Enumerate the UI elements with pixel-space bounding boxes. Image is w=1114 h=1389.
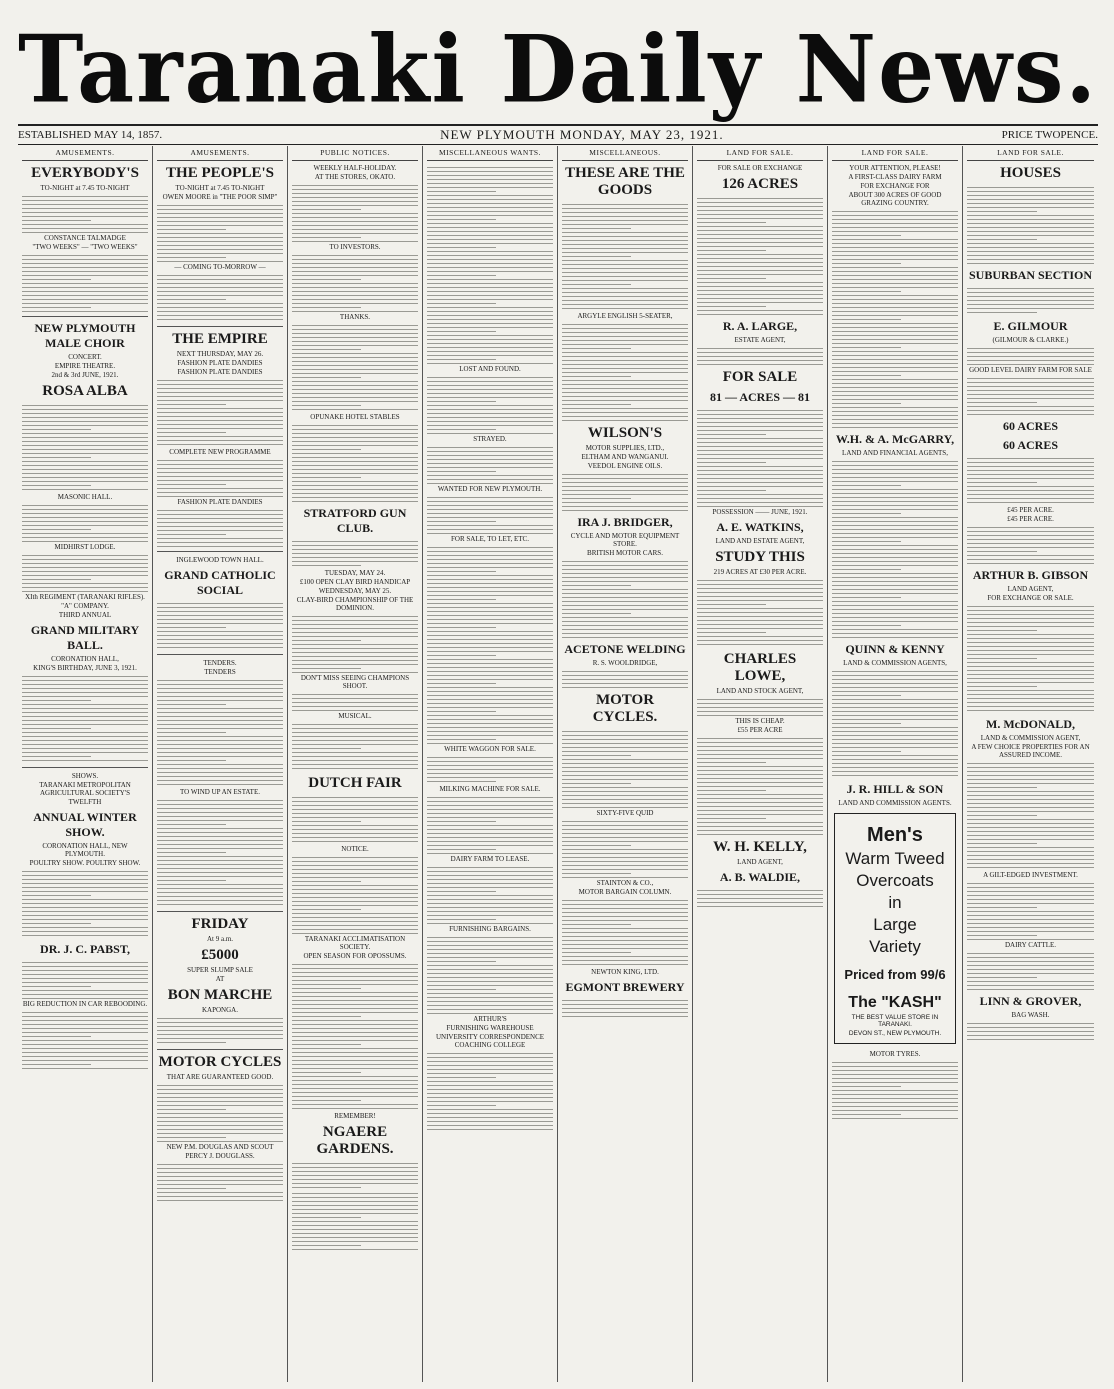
body-text (967, 345, 1094, 365)
advert-subheading: £45 PER ACRE. (1007, 506, 1054, 514)
column-rule (157, 326, 283, 327)
body-text (562, 897, 688, 967)
column-7 (828, 146, 963, 1382)
body-text (832, 208, 958, 428)
advert-subheading: OPEN SEASON FOR OPOSSUMS. (303, 952, 407, 960)
advert-heading: 81 — ACRES — 81 (709, 390, 810, 404)
body-text (427, 544, 553, 744)
advert-subheading: COMPLETE NEW PROGRAMME (169, 448, 271, 456)
body-text (427, 374, 553, 434)
body-text (427, 864, 553, 924)
column-6 (693, 146, 828, 1382)
column-4 (423, 146, 558, 1382)
column-rule (157, 1049, 283, 1050)
body-text (157, 272, 283, 322)
advert-subheading: £55 PER ACRE (737, 726, 783, 734)
advert-subheading: UNIVERSITY CORRESPONDENCE COACHING COLLEGE (435, 1033, 545, 1049)
advert-heading: THE EMPIRE (172, 331, 268, 347)
advert-subheading: MOTOR SUPPLIES, LTD., (585, 444, 665, 452)
columns (18, 146, 1098, 1382)
advert-subheading: FURNISHING BARGAINS. (449, 925, 531, 933)
body-text (967, 950, 1094, 990)
advert-subheading: INGLEWOOD TOWN HALL. (176, 556, 264, 564)
advert-subheading: KING'S BIRTHDAY, JUNE 3, 1921. (33, 664, 137, 672)
advert-subheading: KAPONGA. (202, 1006, 238, 1014)
advert-subheading: AT THE STORES, OKATO. (314, 173, 396, 181)
body-text (562, 997, 688, 1017)
advert-subheading: TO-NIGHT at 7.45 TO-NIGHT (40, 184, 130, 192)
advert-subheading: THANKS. (339, 313, 371, 321)
body-text (22, 252, 148, 312)
advert-subheading: POSSESSION —— JUNE, 1921. (712, 508, 808, 516)
advert-subheading: TARANAKI METROPOLITAN AGRICULTURAL SOCIETY'S (39, 781, 131, 797)
advert-subheading: ESTATE AGENT, (734, 336, 786, 344)
body-text (22, 402, 148, 492)
advert-heading: QUINN & KENNY (845, 642, 945, 656)
advert-line: Overcoats (856, 871, 934, 890)
body-text (292, 854, 418, 934)
advert-heading: STRATFORD GUN CLUB. (303, 506, 407, 535)
advert-subheading: NOTICE. (341, 845, 369, 853)
advert-line: Priced from 99/6 (844, 967, 946, 982)
body-text (292, 691, 418, 711)
body-text (292, 252, 418, 312)
advert-subheading: A FEW CHOICE PROPERTIES FOR AN ASSURED INCOME. (971, 743, 1090, 759)
advert-subheading: LAND AND FINANCIAL AGENTS, (842, 449, 948, 457)
advert-subheading: LAND AND ESTATE AGENT, (715, 537, 805, 545)
advert-subheading: OPUNAKE HOTEL STABLES (310, 413, 400, 421)
advert-subheading: GOOD LEVEL DAIRY FARM FOR SALE (969, 366, 1092, 374)
advert-line: Large (873, 915, 917, 934)
advert-subheading: EMPIRE THEATRE. (54, 362, 116, 370)
advert-subheading: SIXTY-FIVE QUID (596, 809, 654, 817)
masthead-word-taranaki: Taranaki (18, 14, 467, 124)
advert-subheading: TO INVESTORS. (329, 243, 381, 251)
body-text (157, 600, 283, 650)
advert-heading: SUBURBAN SECTION (968, 268, 1093, 282)
advert-subheading: CORONATION HALL, NEW PLYMOUTH. (42, 842, 128, 858)
column-rule (157, 911, 283, 912)
body-text (22, 1009, 148, 1069)
advert-heading: NEW PLYMOUTH MALE CHOIR (34, 321, 136, 350)
advert-subheading: STRAYED. (473, 435, 507, 443)
advert-heading: FOR SALE (722, 369, 798, 385)
column-heading: MISCELLANEOUS. (562, 146, 688, 161)
advert-subheading: At 9 a.m. (206, 935, 234, 943)
advert-subheading: MILKING MACHINE FOR SALE. (439, 785, 541, 793)
column-1 (18, 146, 153, 1382)
advert-subheading: WEDNESDAY, MAY 25. (318, 587, 392, 595)
body-text (967, 760, 1094, 870)
advert-heading: FRIDAY (191, 916, 249, 932)
advert-heading: STUDY THIS (715, 549, 805, 565)
advert-subheading: BAG WASH. (1011, 1011, 1050, 1019)
advert-subheading: THIS IS CHEAP. (735, 717, 785, 725)
advert-heading: EVERYBODY'S (31, 165, 139, 181)
advert-heading: DR. J. C. PABST, (40, 942, 130, 956)
body-text (562, 321, 688, 421)
advert-subheading: £100 OPEN CLAY BIRD HANDICAP (299, 578, 411, 586)
body-text (292, 794, 418, 844)
advert-subheading: 2nd & 3rd JUNE, 1921. (51, 371, 119, 379)
advert-subheading: FASHION PLATE DANDIES (177, 368, 263, 376)
advert-line: DEVON ST., NEW PLYMOUTH. (848, 1030, 942, 1037)
body-text (562, 558, 688, 638)
advert-heading: W.H. & A. McGARRY, (835, 432, 955, 446)
body-text (427, 754, 553, 784)
body-text (157, 1082, 283, 1142)
advert-subheading: SUPER SLUMP SALE (187, 966, 253, 974)
column-rule (157, 551, 283, 552)
advert-subheading: CLAY-BIRD CHAMPIONSHIP OF THE DOMINION. (296, 596, 414, 612)
advert-subheading: FURNISHING WAREHOUSE (446, 1024, 534, 1032)
advert-heading: J. R. HILL & SON (846, 782, 944, 796)
advert-heading: EGMONT BREWERY (565, 980, 685, 994)
advert-subheading: NEWTON KING, LTD. (591, 968, 659, 976)
body-text (292, 1190, 418, 1250)
advert-subheading: FOR SALE OR EXCHANGE (717, 164, 803, 172)
advert-subheading: ARTHUR'S (473, 1015, 507, 1023)
advert-subheading: DAIRY FARM TO LEASE. (450, 855, 530, 863)
body-text (292, 322, 418, 412)
body-text (157, 507, 283, 547)
column-3 (288, 146, 423, 1382)
body-text (292, 961, 418, 1111)
advert-subheading: BIG REDUCTION IN CAR REBOODING. (22, 1000, 148, 1008)
body-text (562, 818, 688, 878)
advert-subheading: CONSTANCE TALMADGE (44, 234, 126, 242)
advert-heading: MOTOR CYCLES (158, 1054, 282, 1070)
body-text (832, 668, 958, 778)
advert-subheading: 219 ACRES AT £30 PER ACRE. (713, 568, 807, 576)
advert-heading: £5000 (201, 947, 239, 963)
advert-heading: DUTCH FAIR (308, 775, 402, 791)
body-text (562, 668, 688, 688)
advert-subheading: £45 PER ACRE. (1007, 515, 1054, 523)
advert-heading: ANNUAL WINTER SHOW. (33, 810, 137, 839)
body-text (697, 887, 823, 907)
body-text (22, 673, 148, 763)
body-text (22, 959, 148, 999)
body-text (157, 377, 283, 447)
masthead-word-daily: Daily (500, 14, 762, 124)
column-heading: AMUSEMENTS. (157, 146, 283, 161)
advert-subheading: LAND AND COMMISSION AGENTS. (838, 799, 952, 807)
advert-subheading: POULTRY SHOW. POULTRY SHOW. (29, 859, 141, 867)
advert-line: Warm Tweed (845, 849, 945, 868)
advert-subheading: R. S. WOOLDRIDGE, (592, 659, 658, 667)
column-heading: AMUSEMENTS. (22, 146, 148, 161)
body-text (292, 721, 418, 771)
advert-subheading: DON'T MISS SEEING CHAMPIONS SHOOT. (300, 674, 410, 690)
body-text (292, 182, 418, 242)
advert-heading: GRAND MILITARY BALL. (30, 623, 140, 652)
advert-subheading: THIRD ANNUAL (58, 611, 112, 619)
advert-heading: WILSON'S (587, 425, 663, 441)
body-text (427, 494, 553, 534)
price: PRICE TWOPENCE. (1001, 129, 1098, 141)
body-text (697, 407, 823, 507)
body-text (967, 603, 1094, 713)
body-text (697, 195, 823, 315)
body-text (832, 1059, 958, 1119)
advert-heading: 60 ACRES (1002, 438, 1058, 452)
advert-line: The "KASH" (848, 994, 942, 1011)
body-text (427, 164, 553, 364)
advert-subheading: A GILT-EDGED INVESTMENT. (983, 871, 1078, 879)
advert-heading: NGAERE GARDENS. (316, 1124, 394, 1157)
advert-heading: ARTHUR B. GIBSON (972, 568, 1089, 582)
advert-subheading: NEW P.M. DOUGLAS AND SCOUT (166, 1143, 274, 1151)
advert-heading: BON MARCHE (167, 987, 273, 1003)
body-text (22, 502, 148, 542)
dateline (18, 124, 1098, 145)
advert-subheading: AT (215, 975, 225, 983)
advert-subheading: MUSICAL. (338, 712, 372, 720)
advert-subheading: LAND AND STOCK AGENT, (716, 687, 804, 695)
body-text (697, 696, 823, 716)
advert-heading: A. E. WATKINS, (716, 520, 804, 534)
advert-heading: IRA J. BRIDGER, (577, 515, 673, 529)
body-text (967, 375, 1094, 415)
advert-heading: HOUSES (1000, 165, 1061, 181)
established-date: ESTABLISHED MAY 14, 1857. (18, 129, 163, 141)
body-text (967, 285, 1094, 315)
advert-subheading: MOTOR BARGAIN COLUMN. (578, 888, 672, 896)
advert-subheading: LAND & COMMISSION AGENTS, (843, 659, 947, 667)
body-text (22, 193, 148, 233)
column-heading: MISCELLANEOUS WANTS. (427, 146, 553, 161)
advert-subheading: (GILMOUR & CLARKE.) (992, 336, 1069, 344)
advert-subheading: WEEKLY HALF-HOLIDAY. (313, 164, 397, 172)
advert-heading: ROSA ALBA (42, 383, 128, 399)
advert-heading: THE PEOPLE'S (166, 165, 274, 181)
advert-subheading: XIth REGIMENT (TARANAKI RIFLES). (25, 593, 145, 601)
advert-subheading: NEXT THURSDAY, MAY 26. (176, 350, 264, 358)
body-text (967, 880, 1094, 940)
advert-heading: LINN & GROVER, (979, 994, 1082, 1008)
advert-heading: MOTOR CYCLES. (592, 692, 658, 725)
overcoats-advert (834, 813, 956, 1044)
advert-subheading: DAIRY CATTLE. (1004, 941, 1057, 949)
advert-subheading: TUESDAY, MAY 24. (324, 569, 386, 577)
advert-subheading: FOR SALE, TO LET, ETC. (451, 535, 529, 543)
body-text (562, 201, 688, 311)
body-text (292, 1160, 418, 1190)
advert-heading: A. B. WALDIE, (719, 870, 801, 884)
advert-subheading: "A" COMPANY. (61, 602, 109, 610)
column-5 (558, 146, 693, 1382)
advert-subheading: FOR EXCHANGE FOR (860, 182, 930, 190)
advert-line: THE BEST VALUE STORE IN TARANAKI. (851, 1014, 939, 1028)
body-text (22, 868, 148, 938)
advert-subheading: A FIRST-CLASS DAIRY FARM (848, 173, 942, 181)
body-text (292, 538, 418, 568)
advert-subheading: TO-NIGHT at 7.45 TO-NIGHT (175, 184, 265, 192)
body-text (427, 1050, 553, 1130)
advert-heading: 126 ACRES (721, 176, 799, 192)
column-rule (22, 767, 148, 768)
body-text (22, 552, 148, 592)
column-8 (963, 146, 1098, 1382)
advert-subheading: LOST AND FOUND. (459, 365, 521, 373)
advert-heading: ACETONE WELDING (564, 642, 686, 656)
advert-subheading: OWEN MOORE in "THE POOR SIMP" (162, 193, 278, 201)
advert-subheading: PERCY J. DOUGLASS. (185, 1152, 255, 1160)
body-text (157, 202, 283, 262)
body-text (967, 455, 1094, 505)
column-rule (22, 316, 148, 317)
advert-subheading: — COMING TO-MORROW — (174, 263, 266, 271)
advert-subheading: REMEMBER! (334, 1112, 376, 1120)
advert-subheading: WHITE WAGGON FOR SALE. (444, 745, 536, 753)
advert-heading: GRAND CATHOLIC SOCIAL (164, 568, 276, 597)
advert-subheading: ELTHAM AND WANGANUI. (581, 453, 669, 461)
advert-subheading: MIDHIRST LODGE. (54, 543, 116, 551)
advert-subheading: CONCERT. (68, 353, 102, 361)
column-rule (157, 654, 283, 655)
advert-heading: THESE ARE THE GOODS (565, 165, 685, 198)
body-text (427, 794, 553, 854)
advert-subheading: CORONATION HALL, (51, 655, 119, 663)
body-text (562, 728, 688, 808)
body-text (157, 1161, 283, 1201)
body-text (292, 422, 418, 502)
advert-line: in (888, 893, 902, 912)
column-heading: LAND FOR SALE. (832, 146, 958, 161)
advert-subheading: YOUR ATTENTION, PLEASE! (849, 164, 941, 172)
body-text (157, 1015, 283, 1045)
advert-heading: R. A. LARGE, (722, 319, 798, 333)
advert-subheading: LAND AGENT, (1007, 585, 1054, 593)
advert-heading: CHARLES LOWE, (723, 651, 797, 684)
column-heading: PUBLIC NOTICES. (292, 146, 418, 161)
body-text (832, 458, 958, 638)
advert-subheading: LAND AGENT, (737, 858, 783, 866)
body-text (697, 577, 823, 647)
column-heading: LAND FOR SALE. (967, 146, 1094, 161)
advert-line: Variety (869, 937, 921, 956)
advert-subheading: FASHION PLATE DANDIES (177, 359, 263, 367)
advert-heading: M. McDONALD, (986, 717, 1075, 731)
body-text (967, 184, 1094, 264)
advert-subheading: BRITISH MOTOR CARS. (587, 549, 663, 557)
advert-subheading: SHOWS. (71, 772, 99, 780)
advert-subheading: ABOUT 300 ACRES OF GOOD GRAZING COUNTRY. (848, 191, 942, 207)
advert-subheading: THAT ARE GUARANTEED GOOD. (166, 1073, 274, 1081)
body-text (157, 797, 283, 907)
masthead (18, 14, 1098, 124)
advert-subheading: TENDERS (204, 668, 236, 676)
issue-date: NEW PLYMOUTH MONDAY, MAY 23, 1921. (440, 127, 724, 142)
advert-heading: W. H. KELLY, (713, 839, 807, 855)
column-heading: LAND FOR SALE. (697, 146, 823, 161)
advert-heading: 60 ACRES (1002, 419, 1058, 433)
body-text (562, 471, 688, 511)
body-text (427, 934, 553, 1014)
column-2 (153, 146, 288, 1382)
advert-subheading: CYCLE AND MOTOR EQUIPMENT STORE. (570, 532, 680, 548)
advert-heading: E. GILMOUR (993, 319, 1068, 333)
advert-subheading: VEEDOL ENGINE OILS. (587, 462, 663, 470)
body-text (697, 345, 823, 365)
advert-subheading: MASONIC HALL. (57, 493, 113, 501)
body-text (697, 735, 823, 835)
masthead-word-news: News. (795, 14, 1098, 124)
advert-subheading: WANTED FOR NEW PLYMOUTH. (437, 485, 543, 493)
advert-subheading: LAND & COMMISSION AGENT, (980, 734, 1081, 742)
advert-subheading: ARGYLE ENGLISH 5-SEATER, (577, 312, 673, 320)
advert-subheading: TARANAKI ACCLIMATISATION SOCIETY. (304, 935, 406, 951)
advert-subheading: FOR EXCHANGE OR SALE. (987, 594, 1074, 602)
advert-subheading: STAINTON & CO., (596, 879, 654, 887)
advert-line: Men's (867, 824, 923, 846)
advert-subheading: MOTOR TYRES. (869, 1050, 921, 1058)
advert-subheading: TO WIND UP AN ESTATE. (179, 788, 260, 796)
body-text (427, 444, 553, 484)
body-text (967, 524, 1094, 564)
body-text (157, 677, 283, 787)
body-text (157, 457, 283, 497)
advert-subheading: FASHION PLATE DANDIES (177, 498, 263, 506)
advert-subheading: TWELFTH (68, 798, 102, 806)
body-text (967, 1020, 1094, 1040)
advert-subheading: TENDERS. (203, 659, 237, 667)
body-text (292, 613, 418, 673)
advert-subheading: "TWO WEEKS" — "TWO WEEKS" (32, 243, 138, 251)
